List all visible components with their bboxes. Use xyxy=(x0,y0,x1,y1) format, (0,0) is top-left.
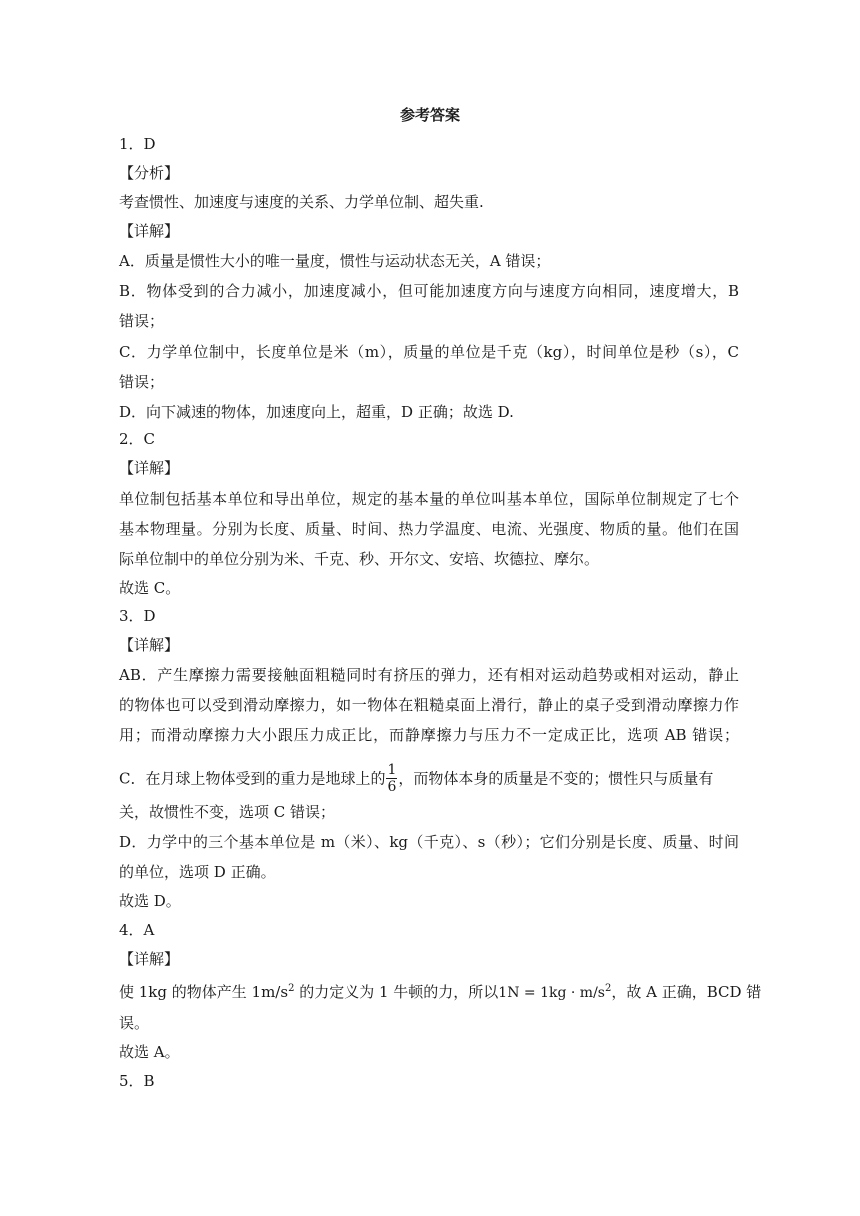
section-analysis: 【分析】 xyxy=(119,164,180,182)
text-line: 故选 A。 xyxy=(119,1043,180,1061)
section-detail: 【详解】 xyxy=(119,636,180,654)
text-line: 误。 xyxy=(119,1014,150,1032)
answer-number-5: 5．B xyxy=(119,1072,155,1090)
fraction-numerator: 1 xyxy=(387,762,397,778)
formula: 1N = 1kg · m/s xyxy=(498,985,605,1001)
text-line: 单位制包括基本单位和导出单位，规定的基本量的单位叫基本单位，国际单位制规定了七个 xyxy=(119,490,739,508)
superscript: 2 xyxy=(604,983,612,994)
text-segment: ，故 A 正确，BCD 错 xyxy=(611,983,762,1001)
page-title: 参考答案 xyxy=(399,106,460,124)
text-line: 际单位制中的单位分别为米、千克、秒、开尔文、安培、坎德拉、摩尔。 xyxy=(119,550,600,568)
text-line: A．质量是惯性大小的唯一量度，惯性与运动状态无关，A 错误； xyxy=(119,252,551,270)
text-line: D．力学中的三个基本单位是 m（米）、kg（千克）、s（秒）；它们分别是长度、质量、时间 xyxy=(119,833,739,851)
text-line: 错误； xyxy=(119,312,165,330)
text-line: 的物体也可以受到滑动摩擦力，如一物体在粗糙桌面上滑行，静止的桌子受到滑动摩擦力作 xyxy=(119,696,739,714)
text-line: 基本物理量。分别为长度、质量、时间、热力学温度、电流、光强度、物质的量。他们在国 xyxy=(119,520,739,538)
section-detail: 【详解】 xyxy=(119,950,180,968)
answer-number-2: 2．C xyxy=(119,430,156,448)
text-line: C．力学单位制中，长度单位是米（m），质量的单位是千克（kg），时间单位是秒（s），C xyxy=(119,343,739,361)
text-line: 用；而滑动摩擦力大小跟压力成正比，而静摩擦力与压力不一定成正比，选项 AB 错误； xyxy=(119,726,739,744)
text-line: D．向下减速的物体，加速度向上，超重，D 正确；故选 D. xyxy=(119,403,514,421)
fraction-one-sixth xyxy=(386,762,397,795)
answer-number-1: 1．D xyxy=(119,135,156,153)
text-line: 关，故惯性不变，选项 C 错误； xyxy=(119,803,336,821)
text-line-with-fraction xyxy=(119,763,739,796)
answer-number-3: 3．D xyxy=(119,607,156,625)
text-segment: ，而物体本身的质量是不变的；惯性只与质量有 xyxy=(398,769,714,788)
text-line-with-formula xyxy=(119,981,762,1004)
text-segment: 使 1kg 的物体产生 1m/s xyxy=(119,983,289,1001)
text-line: 错误； xyxy=(119,373,165,391)
text-line: 考查惯性、加速度与速度的关系、力学单位制、超失重. xyxy=(119,193,484,211)
superscript: 2 xyxy=(288,983,295,994)
section-detail: 【详解】 xyxy=(119,222,180,240)
answer-number-4: 4．A xyxy=(119,921,155,939)
text-line: AB．产生摩擦力需要接触面粗糙同时有挤压的弹力，还有相对运动趋势或相对运动，静止 xyxy=(119,666,739,684)
text-line: B．物体受到的合力减小，加速度减小，但可能加速度方向与速度方向相同，速度增大，B xyxy=(119,282,739,300)
text-line: 故选 D。 xyxy=(119,892,181,910)
text-line: 故选 C。 xyxy=(119,579,181,597)
fraction-denominator: 6 xyxy=(387,779,397,795)
text-segment: C．在月球上物体受到的重力是地球上的 xyxy=(119,769,386,788)
text-segment: 的力定义为 1 牛顿的力，所以 xyxy=(294,983,499,1001)
text-line: 的单位，选项 D 正确。 xyxy=(119,863,276,881)
section-detail: 【详解】 xyxy=(119,459,180,477)
